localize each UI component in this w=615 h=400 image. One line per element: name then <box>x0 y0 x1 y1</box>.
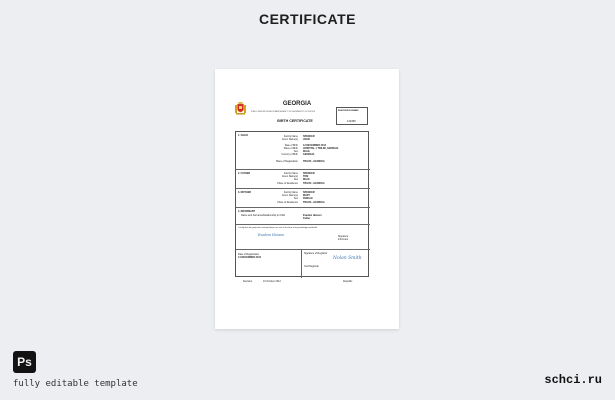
informant-relation: Father <box>303 217 311 220</box>
footer-right: Republic <box>343 280 353 283</box>
registrar-signature: Nolan Smith <box>333 256 362 261</box>
footer-date: 10 October 2012 <box>263 280 281 283</box>
informant-name: Evadem Hanson <box>303 214 322 217</box>
mother-value: TBILISI - GEORGIA <box>303 201 325 204</box>
photoshop-icon: Ps <box>13 351 36 373</box>
section-father: 2. FATHER <box>238 172 251 175</box>
registrar-label: Signature of Registrar <box>304 252 328 255</box>
father-value: TBILISI - GEORGIA <box>303 182 325 185</box>
registration-date: 14 DECEMBER 2012 <box>238 256 261 259</box>
certificate-sheet <box>215 69 399 329</box>
informant-caption: Informant <box>338 238 349 241</box>
certificate-document <box>235 99 369 295</box>
tagline: fully editable template <box>13 379 138 389</box>
child-value: MALE <box>303 150 310 153</box>
section-informant: 4. INFORMANT <box>238 210 255 213</box>
mother-value: MARY <box>303 194 310 197</box>
mother-label: Family Name <box>283 191 298 194</box>
signature-caption: Signature <box>338 235 349 238</box>
father-label: Sex <box>293 178 298 181</box>
informant-signature: Evadem Hanson <box>258 233 285 237</box>
page-title: CERTIFICATE <box>258 11 356 27</box>
child-value: JOHN <box>303 138 310 141</box>
child-label: Sex <box>293 150 298 153</box>
child-label: Country of Birth <box>281 153 298 156</box>
father-value: MALE <box>303 178 310 181</box>
coat-of-arms-emblem <box>235 102 246 115</box>
issuer-line: PUBLIC SERVICE DEVELOPMENT AGENCY OF THE MINISTRY OF JUSTICE <box>251 111 315 113</box>
registrar-caption: Civil Registrar <box>304 265 319 268</box>
registration-date-label: Date of Registration <box>238 253 260 256</box>
section-child: 1. CHILD <box>238 134 248 137</box>
informant-label: Name and Surname/Relationship to Child <box>241 214 285 217</box>
mother-label: Given Name(s) <box>281 194 298 197</box>
site-watermark: schci.ru <box>544 373 602 387</box>
mother-value: SPENCER <box>303 191 315 194</box>
registration-number: 123456 <box>347 120 356 123</box>
child-value: HOSPITAL 1 TBILISI, GEORGIA <box>303 147 339 150</box>
child-label: Family Name <box>283 135 298 138</box>
child-value: SPENCER <box>303 135 315 138</box>
child-value: GEORGIA <box>303 153 315 156</box>
father-label: Given Name(s) <box>281 175 298 178</box>
child-label: Date of Birth <box>284 144 298 147</box>
child-value: 12 DECEMBER 2012 <box>303 144 326 147</box>
father-value: TOM <box>303 175 309 178</box>
details-table <box>235 131 369 277</box>
footer-label: Revision <box>243 280 253 283</box>
mother-label: Sex <box>293 197 298 200</box>
registration-label: REGISTRATION NUMBER <box>338 110 359 112</box>
mother-value: FEMALE <box>303 197 313 200</box>
registration-box <box>336 107 368 125</box>
father-label: Family Name <box>283 172 298 175</box>
child-value: TBILISI - GEORGIA <box>303 160 325 163</box>
section-mother: 3. MOTHER <box>238 191 252 194</box>
country-name: GEORGIA <box>282 101 312 107</box>
certificate-title: BIRTH CERTIFICATE <box>277 119 313 123</box>
father-label: Place of Residence <box>277 182 298 185</box>
father-value: SPENCER <box>303 172 315 175</box>
child-label: Place of Birth <box>283 147 298 150</box>
mother-label: Place of Residence <box>277 201 298 204</box>
child-label: Place of Registration <box>275 160 298 163</box>
certify-statement: I certify that the particulars entered above are true to the best of my knowledge and belief. <box>238 227 318 229</box>
child-label: Given Name(s) <box>281 138 298 141</box>
